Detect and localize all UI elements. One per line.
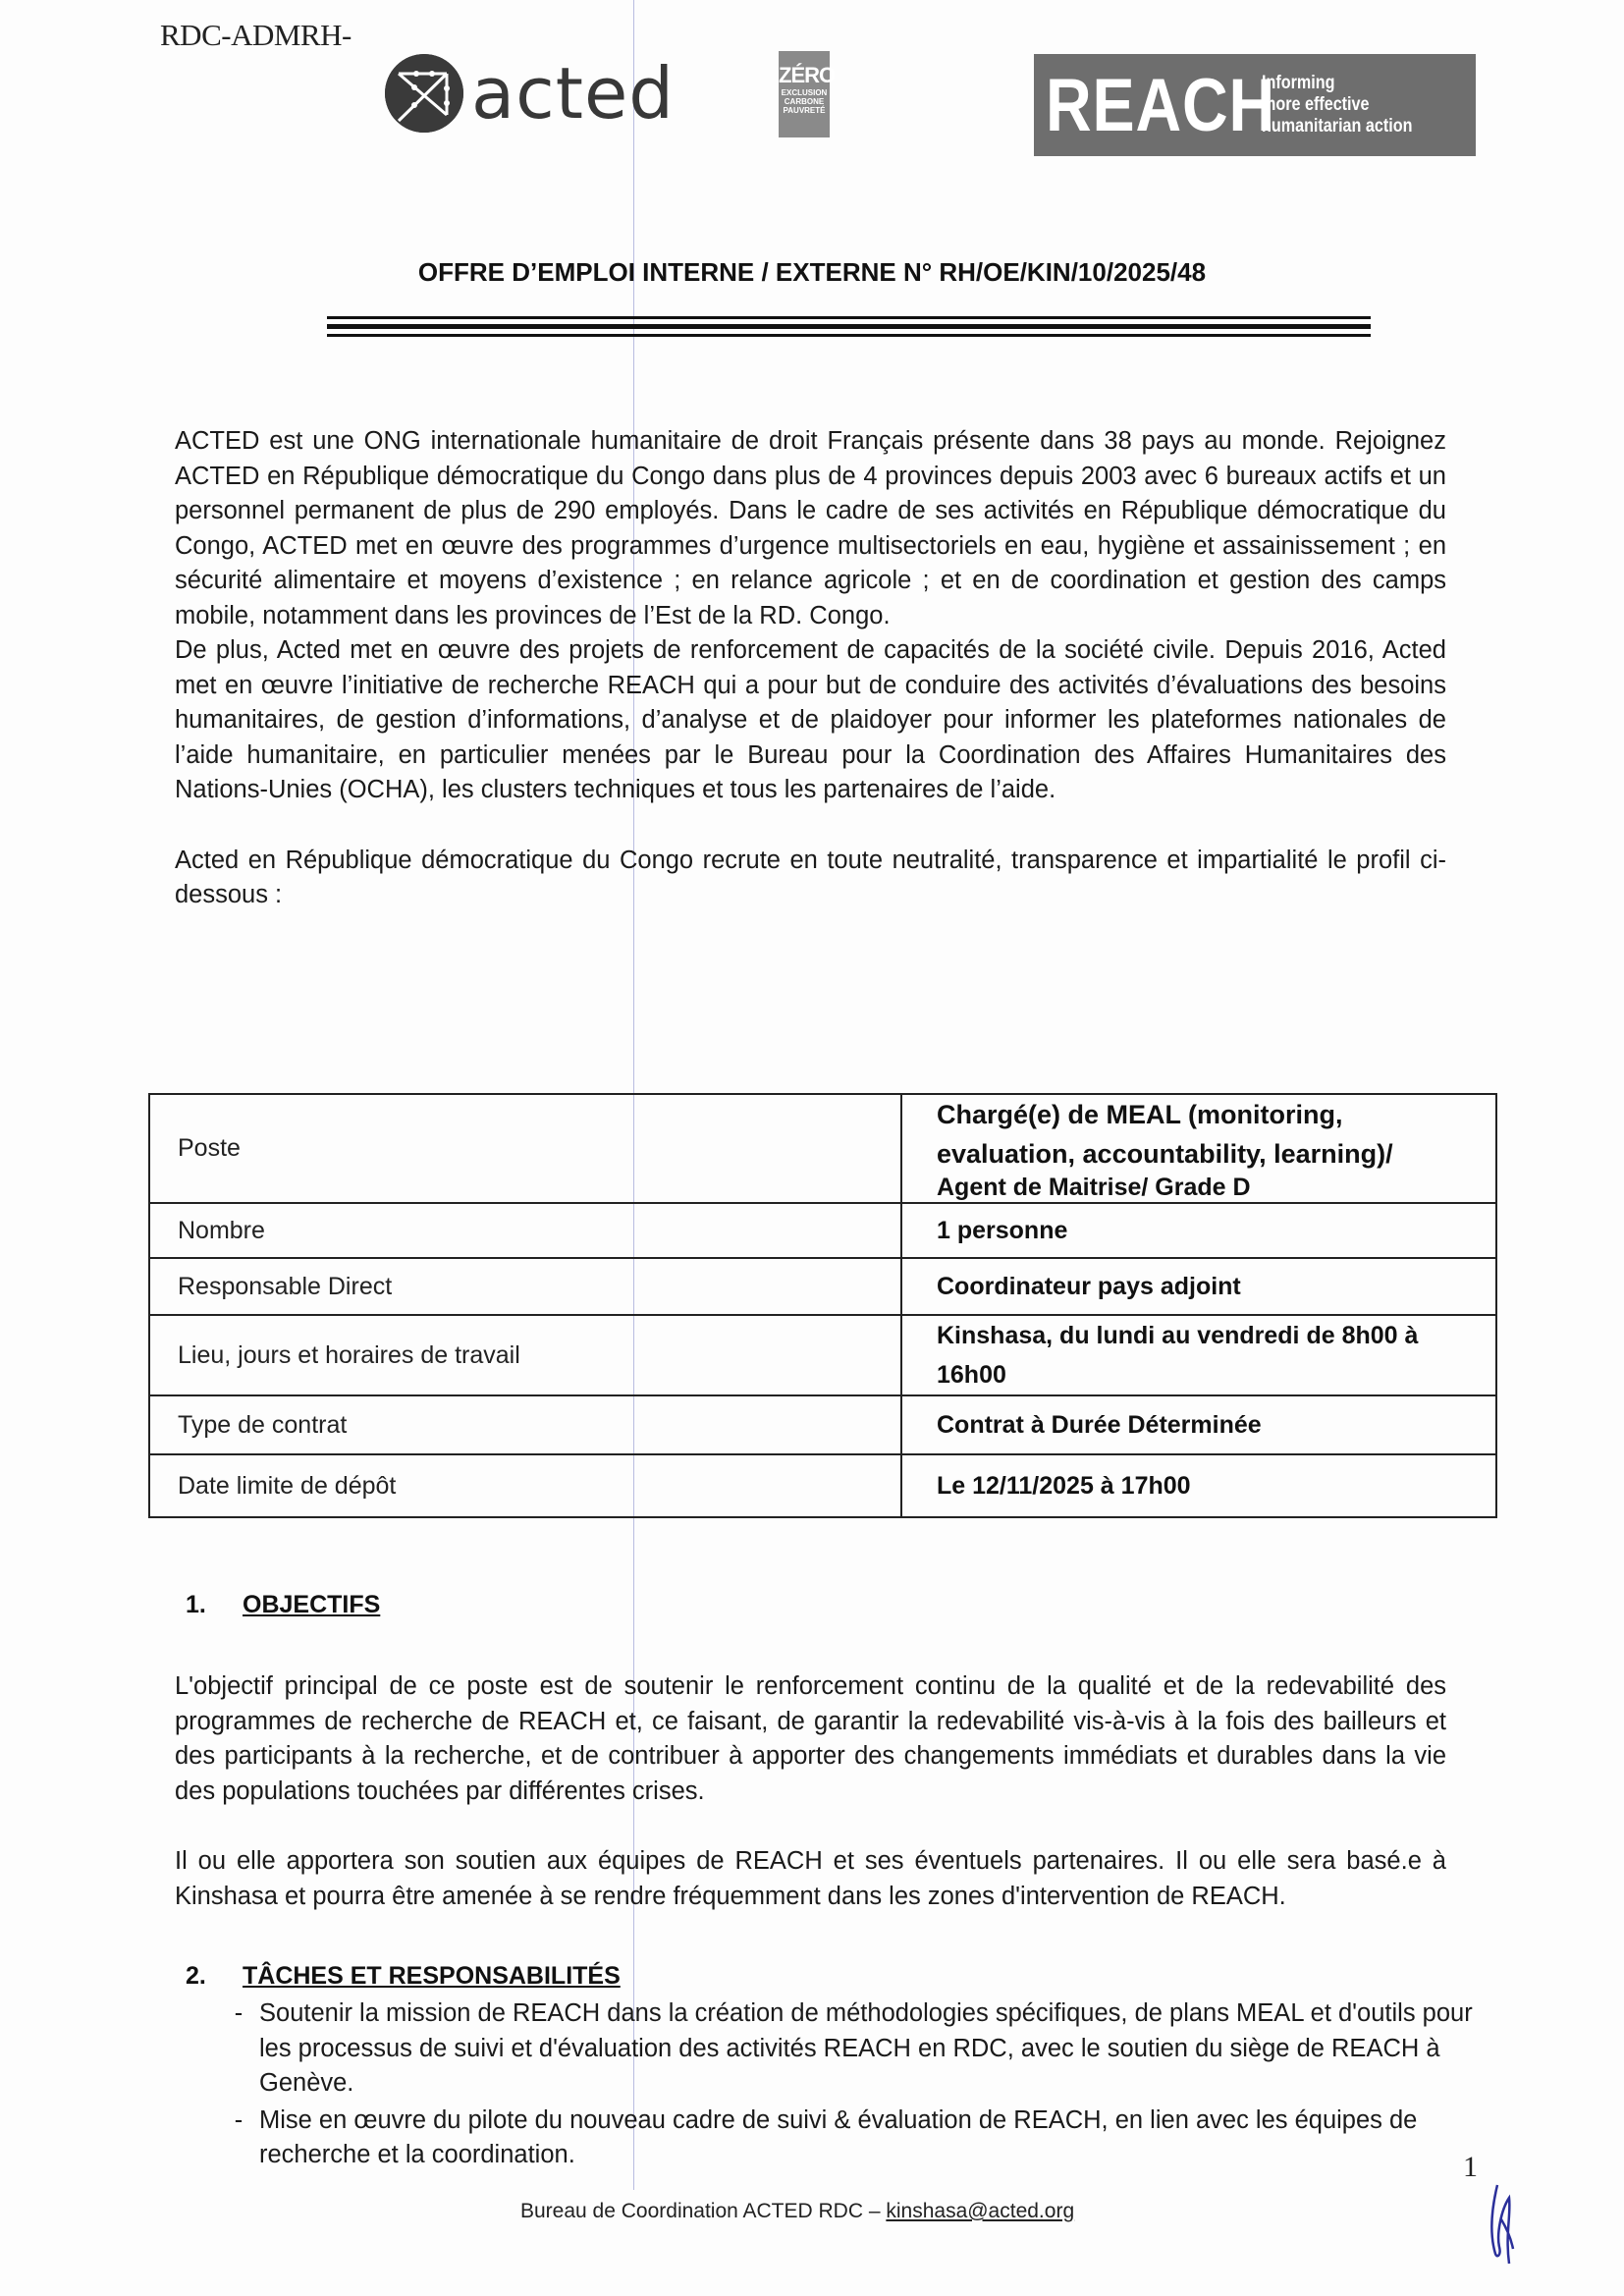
- list-item-text: Soutenir la mission de REACH dans la création de méthodologies spécifiques, de plans MEAL et d'outils pour les processus de suivi et d'évaluation des activités REACH en RDC, avec le soutien du siège de REACH à Genève.: [259, 1999, 1473, 2097]
- title-divider: [327, 334, 1371, 337]
- footer-office: Bureau de Coordination ACTED RDC –: [520, 2200, 887, 2222]
- title-divider: [327, 324, 1371, 329]
- section-number: 1.: [186, 1591, 206, 1618]
- zero-badge-title: ZÉRO: [779, 63, 836, 87]
- job-info-table: [148, 1093, 1497, 1518]
- table-row: [149, 1094, 1496, 1203]
- table-label: Date limite de dépôt: [149, 1454, 901, 1517]
- acted-logo: [385, 54, 675, 133]
- page-number: 1: [1463, 2151, 1478, 2183]
- footer: [520, 2200, 1074, 2223]
- reach-tagline: [1262, 73, 1412, 137]
- section-title: TÂCHES ET RESPONSABILITÉS: [243, 1962, 621, 1990]
- reach-tagline-line: more effective: [1262, 94, 1370, 115]
- objectifs-paragraph: L'objectif principal de ce poste est de soutenir le renforcement continu de la qualité et de la redevabilité des programmes de recherche de REACH et, ce faisant, de garantir la redevabilité vis-à-vis à la fois des bailleurs et des participants à la recherche, et de contribuer à apporter des changements immédiats et durables dans la vie des populations touchées par différentes crises.: [175, 1672, 1446, 1805]
- list-item: [218, 1996, 1494, 2102]
- list-item-text: Mise en œuvre du pilote du nouveau cadre de suivi & évaluation de REACH, en lien avec les équipes de recherche et la coordination.: [259, 2105, 1418, 2168]
- table-row: [149, 1454, 1496, 1517]
- table-value: 1 personne: [901, 1203, 1496, 1258]
- intro-paragraph: De plus, Acted met en œuvre des projets de renforcement de capacités de la société civile. Depuis 2016, Acted met en œuvre l’initiative de recherche REACH qui a pour but de conduire des activités d’évaluations des besoins humanitaires, de gestion d’informations, d’analyse et de plaidoyer pour informer les plateformes nationales de l’aide humanitaire, en particulier menées par le Bureau pour la Coordination des Affaires Humanitaires des Nations-Unies (OCHA), les clusters techniques et tous les partenaires de l’aide.: [175, 636, 1446, 803]
- table-value: Contrat à Durée Déterminée: [901, 1395, 1496, 1454]
- dash-bullet-icon: -: [234, 1999, 244, 2027]
- zero-badge-line: CARBONE: [784, 97, 825, 106]
- objectifs-paragraph: Il ou elle apportera son soutien aux équipes de REACH et ses éventuels partenaires. Il ou elle sera basé.e à Kinshasa et pourra être amenée à se rendre fréquemment dans les zones d'intervention de REACH.: [175, 1847, 1446, 1910]
- job-grade: Agent de Maitrise/ Grade D: [937, 1174, 1251, 1201]
- section-number: 2.: [186, 1962, 206, 1990]
- responsibilities-list: [218, 1996, 1494, 2175]
- table-value: Coordinateur pays adjoint: [901, 1258, 1496, 1315]
- reach-tagline-line: humanitarian action: [1262, 116, 1413, 137]
- acted-wordmark: acted: [471, 52, 675, 135]
- table-label: Lieu, jours et horaires de travail: [149, 1315, 901, 1395]
- reach-tagline-line: Informing: [1262, 73, 1335, 93]
- document-reference: RDC-ADMRH-: [160, 18, 352, 52]
- zero-exclusion-badge: [779, 51, 836, 137]
- dash-bullet-icon: -: [234, 2105, 244, 2134]
- table-row: [149, 1258, 1496, 1315]
- title-divider: [327, 316, 1371, 319]
- table-label: Poste: [149, 1094, 901, 1203]
- table-value: Kinshasa, du lundi au vendredi de 8h00 à 16h00: [901, 1315, 1496, 1395]
- footer-email-link[interactable]: kinshasa@acted.org: [886, 2200, 1075, 2222]
- intro-paragraph: Acted en République démocratique du Congo recrute en toute neutralité, transparence et impartialité le profil ci-dessous :: [175, 846, 1446, 908]
- signature-icon: [1488, 2180, 1527, 2273]
- table-label: Responsable Direct: [149, 1258, 901, 1315]
- table-label: Type de contrat: [149, 1395, 901, 1454]
- objectifs-section: [175, 1669, 1446, 1914]
- page-title: OFFRE D’EMPLOI INTERNE / EXTERNE N° RH/OE/KIN/10/2025/48: [417, 257, 1207, 287]
- job-title: Chargé(e) de MEAL (monitoring, evaluation, accountability, learning)/: [937, 1100, 1393, 1169]
- reach-logo: [1034, 54, 1476, 156]
- table-label: Nombre: [149, 1203, 901, 1258]
- table-row: [149, 1315, 1496, 1395]
- section-heading-taches: [186, 1962, 621, 1991]
- section-heading-objectifs: [186, 1591, 380, 1619]
- intro-section: [175, 424, 1446, 913]
- section-title: OBJECTIFS: [243, 1591, 381, 1618]
- zero-badge-line: EXCLUSION: [781, 88, 828, 97]
- table-row: [149, 1203, 1496, 1258]
- list-item: [218, 2104, 1494, 2173]
- table-value: Le 12/11/2025 à 17h00: [901, 1454, 1496, 1517]
- intro-paragraph: ACTED est une ONG internationale humanitaire de droit Français présente dans 38 pays au monde. Rejoignez ACTED en République démocratique du Congo dans plus de 4 provinces depuis 2003 avec 6 bureaux actifs et un personnel permanent de plus de 290 employés. Dans le cadre de ses activités en République démocratique du Congo, ACTED met en œuvre des programmes d’urgence multisectoriels en eau, hygiène et assainissement ; en sécurité alimentaire et moyens d’existence ; en relance agricole ; et en de coordination et gestion des camps mobile, notamment dans les provinces de l’Est de la RD. Congo.: [175, 427, 1446, 629]
- table-row: [149, 1395, 1496, 1454]
- reach-wordmark: REACH: [1046, 63, 1275, 147]
- table-value: [901, 1094, 1496, 1203]
- zero-badge-line: PAUVRETÉ: [783, 106, 826, 115]
- acted-emblem-icon: [385, 54, 463, 133]
